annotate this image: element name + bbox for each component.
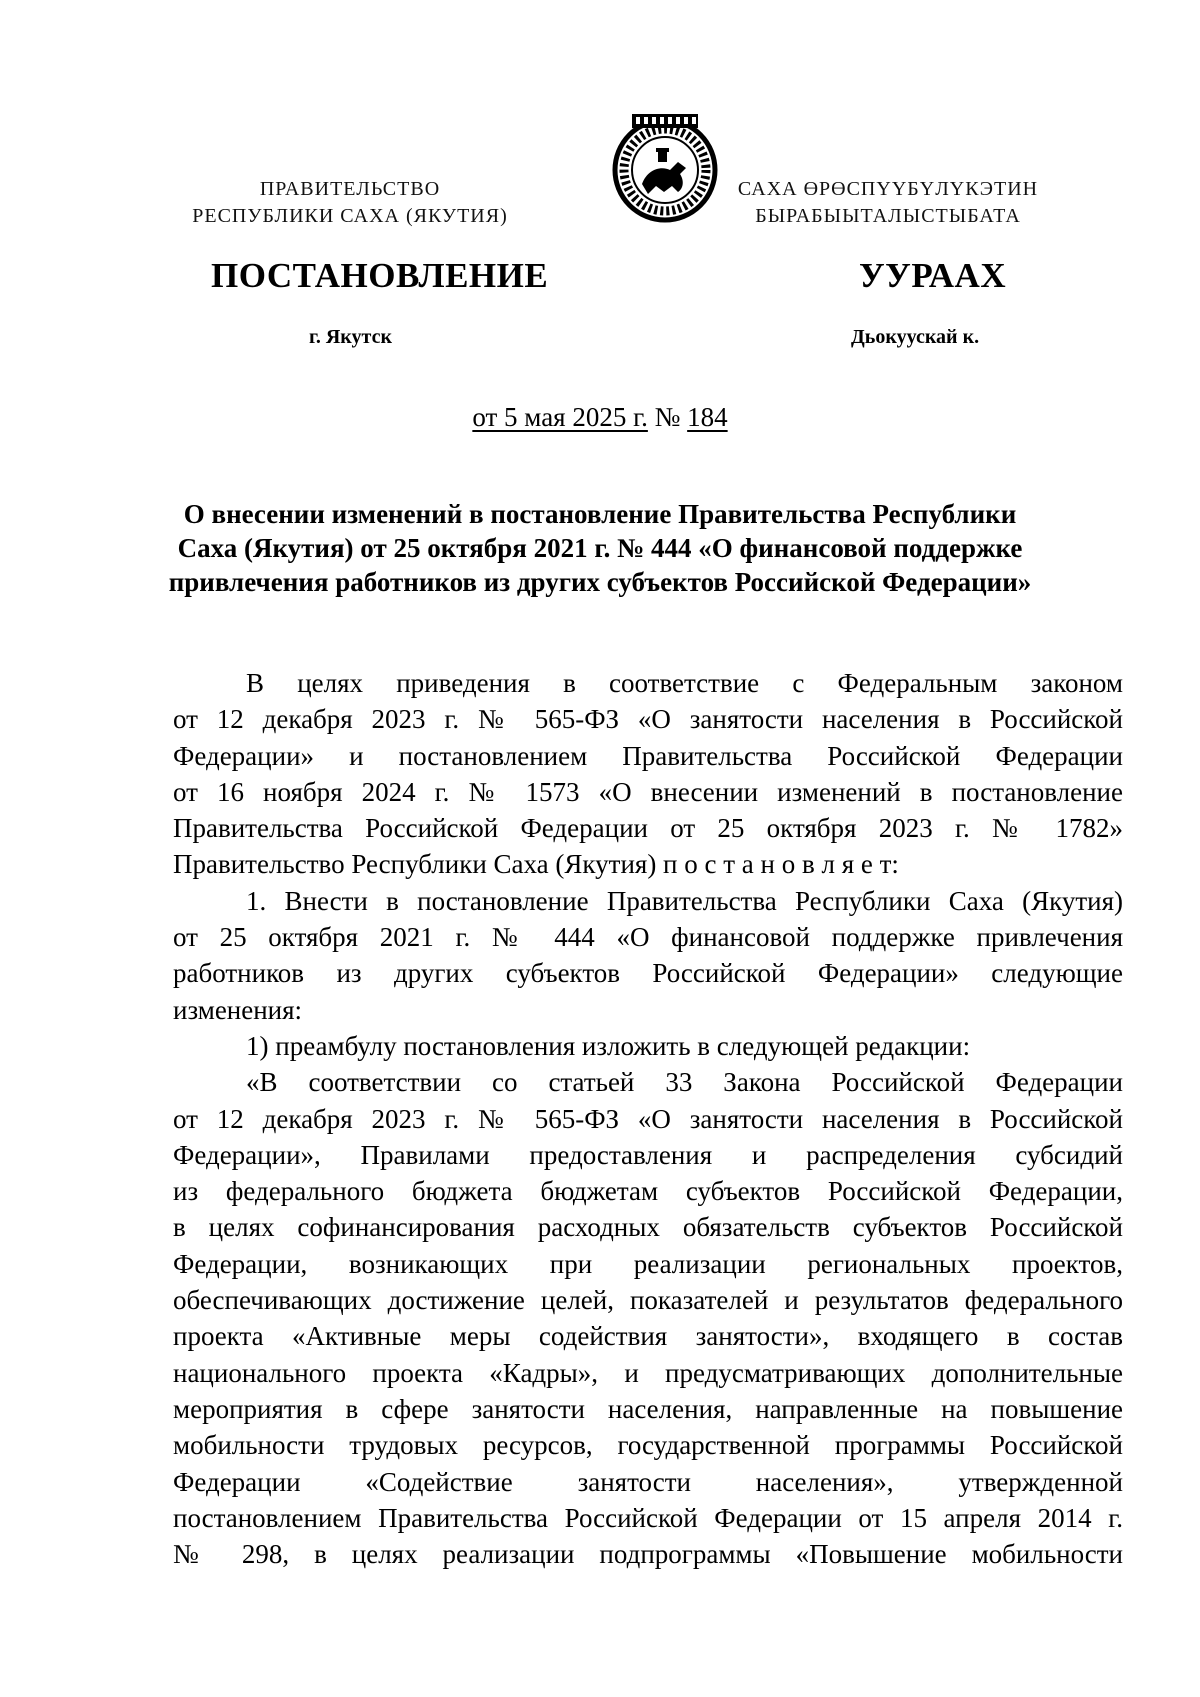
issuer-name-sakha-line-1: САХА ӨРӨСПҮҮБҮЛҮКЭТИН — [737, 178, 1039, 200]
body-line: Федерации», Правилами предоставления и распределения субсидий — [173, 1139, 1123, 1170]
body-line: «В соответствии со статьей 33 Закона Российской Федерации — [246, 1067, 1123, 1098]
body-line: 1) преамбулу постановления изложить в следующей редакции: — [246, 1030, 971, 1061]
subject-line: Саха (Якутия) от 25 октября 2021 г. № 444 «О финансовой поддержке — [177, 533, 1023, 563]
body-line: мобильности трудовых ресурсов, государственной программы Российской — [173, 1430, 1123, 1461]
place-of-issue-russian: г. Якутск — [309, 326, 392, 348]
body-line: 1. Внести в постановление Правительства Республики Саха (Якутия) — [246, 885, 1123, 916]
issuer-name-sakha — [668, 176, 1108, 230]
document-subject-heading — [150, 497, 1050, 599]
body-line: № 298, в целях реализации подпрограммы «Повышение мобильности — [173, 1539, 1123, 1570]
body-line: от 12 декабря 2023 г. № 565-ФЗ «О занятости населения в Российской — [173, 704, 1123, 735]
body-line: Федерации, возникающих при реализации региональных проектов, — [173, 1248, 1123, 1279]
issuer-name-line-2: РЕСПУБЛИКИ САХА (ЯКУТИЯ) — [192, 205, 508, 227]
body-line: Федерации» и постановлением Правительства Российской Федерации — [173, 740, 1123, 771]
body-line: обеспечивающих достижение целей, показателей и результатов федерального — [173, 1285, 1123, 1316]
issuer-name-sakha-line-2: БЫРАБЫЫТАЛЫСТЫБАТА — [755, 205, 1021, 227]
body-line: Федерации «Содействие занятости населения», утвержденной — [173, 1466, 1123, 1497]
subject-line: привлечения работников из других субъектов Российской Федерации» — [168, 567, 1032, 597]
issue-date: от 5 мая 2025 г. — [472, 402, 648, 432]
body-line: от 16 ноября 2024 г. № 1573 «О внесении изменений в постановление — [173, 776, 1123, 807]
issuer-name-line-1: ПРАВИТЕЛЬСТВО — [259, 178, 441, 200]
issuer-name-russian — [130, 176, 570, 230]
body-line: в целях софинансирования расходных обязательств субъектов Российской — [173, 1212, 1123, 1243]
document-body-text — [173, 665, 1123, 1572]
body-line: мероприятия в сфере занятости населения, направленные на повышение — [173, 1393, 1123, 1424]
body-line: национального проекта «Кадры», и предусматривающих дополнительные — [173, 1357, 1123, 1388]
body-line: изменения: — [173, 994, 303, 1025]
date-and-number-line — [0, 402, 1200, 433]
body-line: проекта «Активные меры содействия занятости», входящего в состав — [173, 1321, 1123, 1352]
document-number: 184 — [687, 402, 728, 432]
body-line: из федерального бюджета бюджетам субъектов Российской Федерации, — [173, 1176, 1123, 1207]
number-sign: № — [654, 402, 681, 432]
body-line: В целях приведения в соответствие с Федеральным законом — [246, 668, 1123, 698]
body-line: постановлением Правительства Российской Федерации от 15 апреля 2014 г. — [173, 1502, 1123, 1533]
body-line: Правительства Российской Федерации от 25 октября 2023 г. № 1782» — [173, 813, 1123, 844]
place-of-issue-sakha: Дьокуускай к. — [851, 326, 980, 348]
body-line: от 12 декабря 2023 г. № 565-ФЗ «О занятости населения в Российской — [173, 1103, 1123, 1134]
subject-line: О внесении изменений в постановление Правительства Республики — [183, 499, 1017, 529]
body-line: работников из других субъектов Российской Федерации» следующие — [173, 958, 1123, 989]
document-type-sakha: УУРААХ — [859, 256, 1007, 295]
body-line: Правительство Республики Саха (Якутия) п о с т а н о в л я е т: — [173, 849, 899, 880]
body-line: от 25 октября 2021 г. № 444 «О финансовой поддержке привлечения — [173, 922, 1123, 953]
document-type-russian: ПОСТАНОВЛЕНИЕ — [211, 256, 549, 295]
